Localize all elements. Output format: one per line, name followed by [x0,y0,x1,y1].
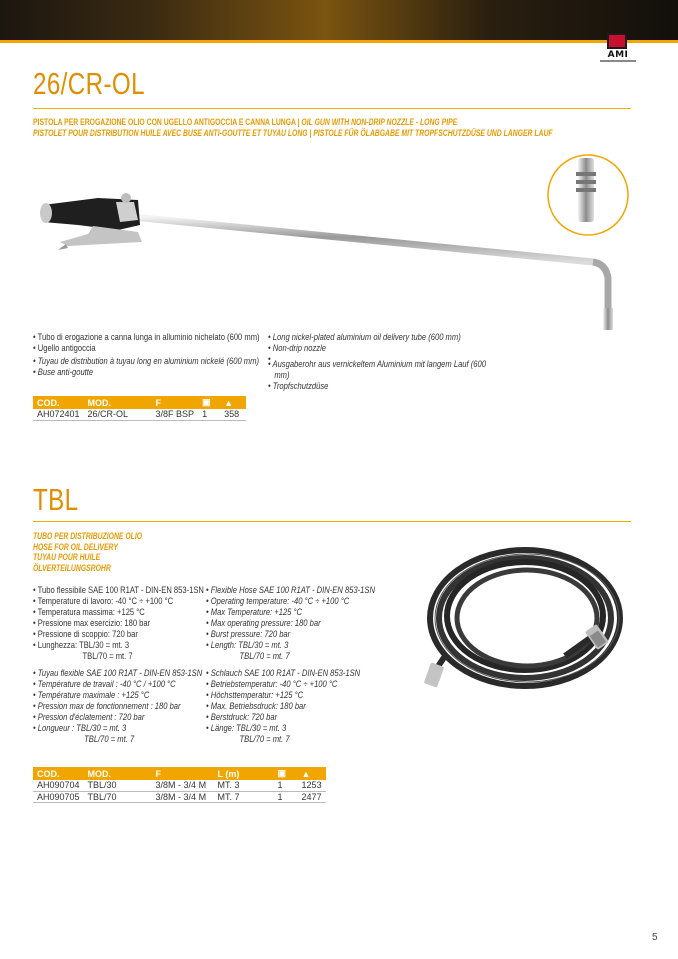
feature-item-continued: TBL/70 = mt. 7 [239,734,290,745]
logo-text: AMI [607,50,629,60]
col-mod: MOD. [84,767,152,780]
feature-item: • Buse anti-goutte [33,367,259,378]
col-pack [274,767,298,780]
feature-item: • Long nickel-plated aluminium oil delivery tube (600 mm) [268,332,486,343]
product1-features-right [268,332,486,392]
product2-features-de [206,668,360,745]
feature-item: • Ausgaberohr aus vernickeltem Aluminium mit langem Lauf (600 [268,359,486,370]
feature-item: • Max Temperature: +125 °C [206,607,375,618]
product2-features-en [206,585,375,662]
product1-subtitle-it: PISTOLA PER EROGAZIONE OLIO CON UGELLO ANTIGOCCIA E CANNA LUNGA | [33,117,302,128]
product1-subtitle-en: OIL GUN WITH NON-DRIP NOZZLE - LONG PIPE [301,117,458,128]
cell-pack: 1 [274,780,298,791]
brand-logo [600,33,636,63]
cell-pack: 1 [198,409,220,420]
feature-item: • Pressione max esercizio: 180 bar [33,618,204,629]
product2-title: TBL [33,482,79,517]
feature-item: • Schlauch SAE 100 R1AT - DIN-EN 853-1SN [206,668,360,679]
feature-item: • Tubo flessibile SAE 100 R1AT - DIN-EN 853-1SN [33,585,204,596]
cell-cod: AH072401 [33,409,84,420]
feature-item: • Tubo di erogazione a canna lunga in alluminio nichelato (600 mm) [33,332,260,343]
col-mod: MOD. [84,396,152,409]
product1-features-left [33,332,260,354]
feature-item: • Max operating pressure: 180 bar [206,618,375,629]
feature-item: • Ugello antigoccia [33,343,260,354]
weight-icon: ▲ [301,768,311,779]
product1-spec-table [33,396,246,421]
cell-mod: TBL/30 [84,780,152,791]
table-row [33,791,326,802]
feature-item: • Länge: TBL/30 = mt. 3 [206,723,360,734]
hose-image [415,538,630,698]
cell-cod: AH090704 [33,780,84,791]
product2-subtitle-line: ÖLVERTEILUNGSROHR [33,562,111,574]
page-number: 5 [652,932,658,943]
product2-spec-table [33,767,326,803]
col-pack [198,396,220,409]
product2-subtitle-line: TUBO PER DISTRIBUZIONE OLIO [33,531,143,542]
table-row [33,780,326,791]
feature-item-continued: TBL/70 = mt. 7 [84,734,135,745]
feature-item: • Betriebstemperatur: -40 °C ÷ +100 °C [206,679,360,690]
feature-item: • Pressione di scoppio: 720 bar [33,629,204,640]
cell-f: 3/8M - 3/4 M [152,791,214,802]
cell-mod: 26/CR-OL [84,409,152,420]
package-icon: ▣ [277,768,287,778]
cell-weight: 358 [220,409,246,420]
feature-item: • Température de travail : -40 °C / +100 °C [33,679,202,690]
header-accent-line [0,40,678,43]
col-weight [298,767,326,780]
cell-pack: 1 [274,791,298,802]
product2-title-rule [33,521,631,522]
cell-weight: 2477 [298,791,326,802]
feature-item-continued: mm) [274,370,290,381]
col-cod: COD. [33,767,84,780]
feature-item: • Pression d'éclatement : 720 bar [33,712,202,723]
cell-f: 3/8M - 3/4 M [152,780,214,791]
header-band [0,0,678,40]
feature-item: • Temperature di lavoro: -40 °C ÷ +100 °C [33,596,204,607]
cell-f: 3/8F BSP [152,409,199,420]
product1-subtitle-line2: PISTOLET POUR DISTRIBUTION HUILE AVEC BUSE ANTI-GOUTTE ET TUYAU LONG | PISTOLE FÜR ÖLABGABE MIT TROPFSCHUTZDÜSE UND LANGER LAUF [33,128,553,139]
col-f: F [152,767,214,780]
cell-mod: TBL/70 [84,791,152,802]
feature-item: • Flexible Hose SAE 100 R1AT - DIN-EN 853-1SN [206,585,375,596]
col-f: F [152,396,199,409]
feature-item: • Pression max de fonctionnement : 180 bar [33,701,202,712]
cell-cod: AH090705 [33,791,84,802]
col-length: L (m) [214,767,274,780]
product2-features-fr [33,668,202,745]
feature-item: • Max. Betriebsdruck: 180 bar [206,701,360,712]
package-icon: ▣ [202,397,211,407]
oil-gun-image [38,150,638,340]
product1-title-rule [33,108,631,109]
feature-item: • Tuyau flexible SAE 100 R1AT - DIN-EN 853-1SN [33,668,202,679]
feature-item: • Berstdruck: 720 bar [206,712,360,723]
feature-item: • Lunghezza: TBL/30 = mt. 3 [33,640,204,651]
feature-item: • Non-drip nozzle [268,343,486,354]
product1-title: 26/CR-OL [33,66,145,101]
col-weight [220,396,246,409]
product2-features-it [33,585,204,662]
product1-subtitle-line1 [33,118,457,129]
feature-item: • Temperatura massima: +125 °C [33,607,204,618]
table-header-row [33,396,246,409]
logo-emblem-icon [607,33,627,49]
feature-item-continued: TBL/70 = mt. 7 [82,651,133,662]
col-cod: COD. [33,396,84,409]
feature-item: • Höchsttemperatur: +125 °C [206,690,360,701]
cell-length: MT. 3 [214,780,274,791]
product1-features-left-fr [33,356,259,378]
feature-item: • Tropfschutzdüse [268,381,486,392]
product2-subtitle-line: TUYAU POUR HUILE [33,552,101,563]
product2-subtitle-line: HOSE FOR OIL DELIVERY [33,541,118,553]
feature-item: • Burst pressure: 720 bar [206,629,375,640]
weight-icon: ▲ [224,397,233,408]
cell-length: MT. 7 [214,791,274,802]
feature-item: • Température maximale : +125 °C [33,690,202,701]
product2-subtitle [33,532,142,574]
table-header-row [33,767,326,780]
cell-weight: 1253 [298,780,326,791]
logo-underline [600,60,636,62]
feature-item: • Longueur : TBL/30 = mt. 3 [33,723,202,734]
feature-item: • Length: TBL/30 = mt. 3 [206,640,375,651]
feature-item: • Tuyau de distribution à tuyau long en aluminium nickelé (600 mm) [33,356,259,367]
table-row [33,409,246,420]
feature-item-continued: TBL/70 = mt. 7 [239,651,290,662]
feature-item: • Operating temperature: -40 °C ÷ +100 °C [206,596,375,607]
